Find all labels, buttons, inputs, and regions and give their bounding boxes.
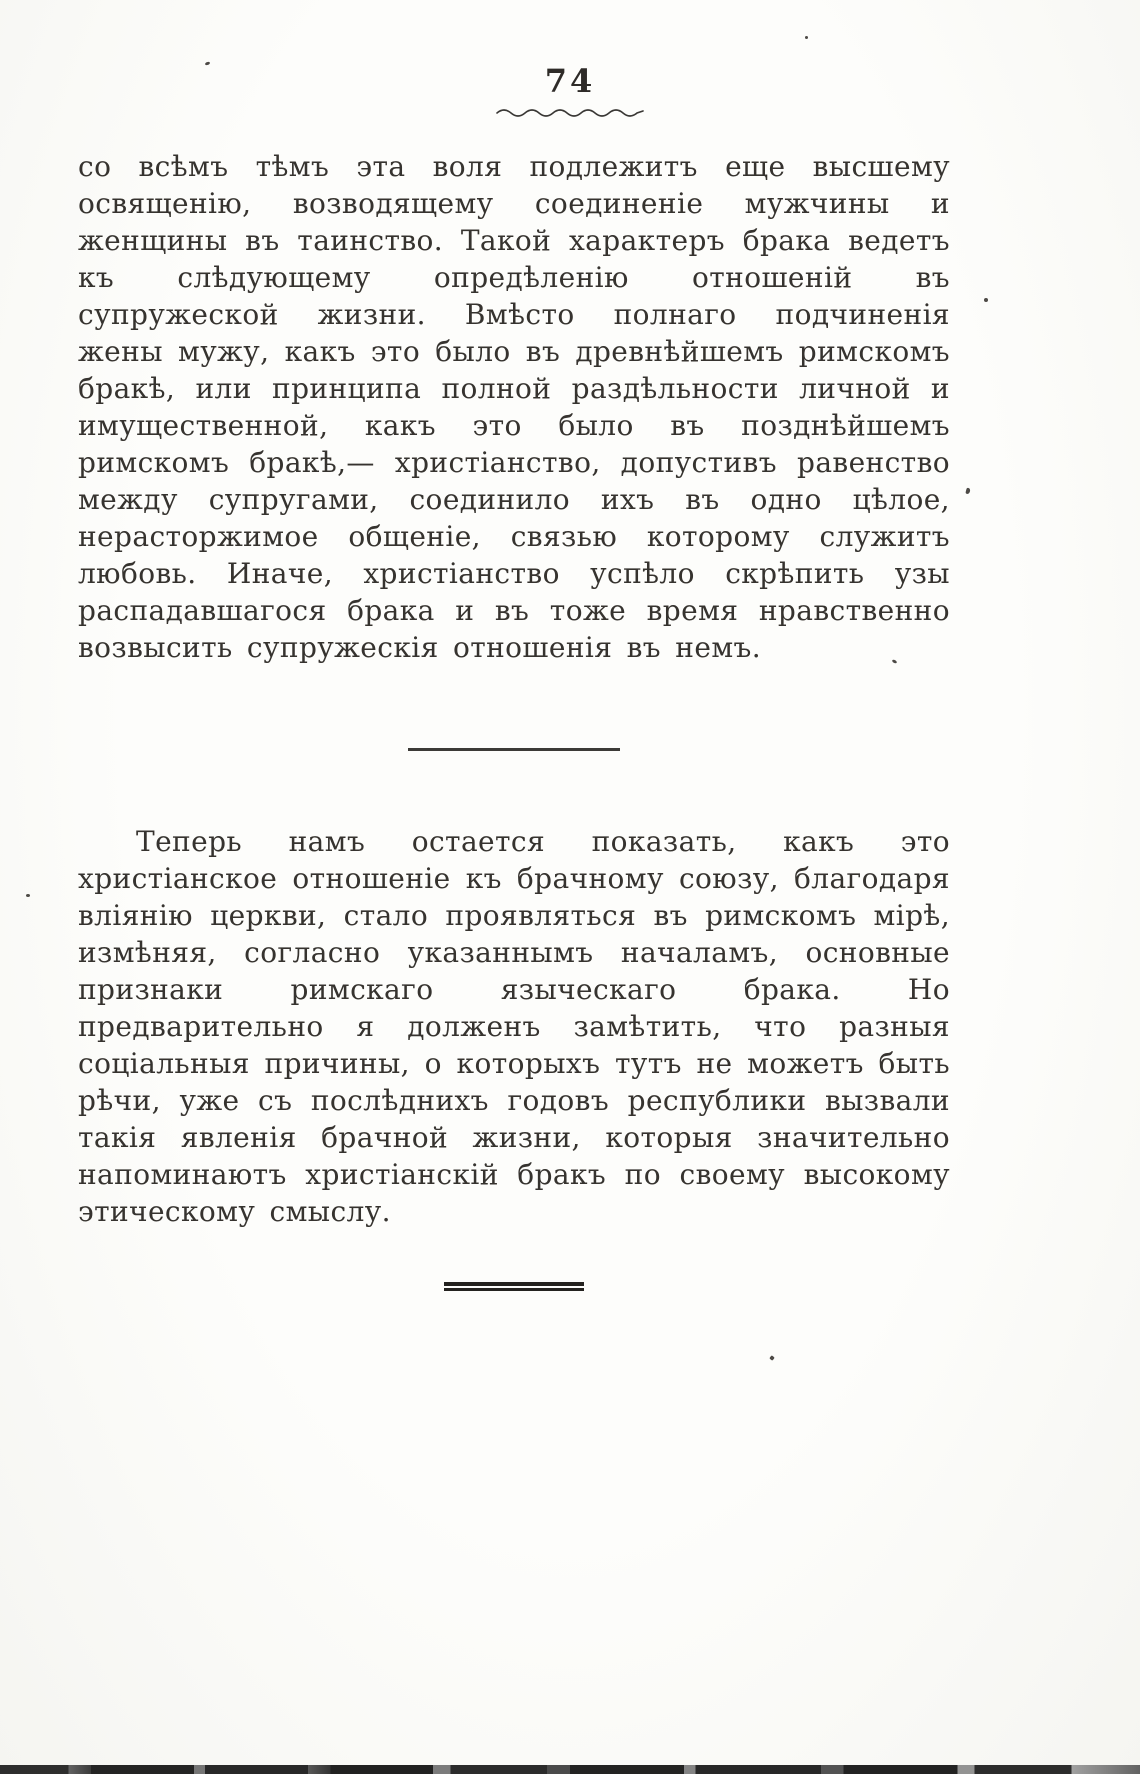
scan-speck bbox=[965, 488, 970, 495]
page-header bbox=[0, 62, 1140, 123]
scan-bottom-edge bbox=[0, 1765, 1140, 1774]
scan-speck bbox=[805, 36, 808, 39]
text-block bbox=[78, 148, 950, 1291]
scan-speck bbox=[769, 1355, 775, 1361]
scan-speck bbox=[984, 298, 988, 302]
section-divider-rule bbox=[408, 748, 620, 751]
page-number: 74 bbox=[544, 62, 596, 100]
paragraph-1: со всѣмъ тѣмъ эта воля подлежитъ еще высшему освященію, возводящему соединеніе мужчины и женщины въ таинство. Такой характеръ брака ведетъ къ слѣдующему опредѣленію отношеній въ супружеской жизни. Вмѣсто полнаго подчиненія жены мужу, какъ это было въ древнѣйшемъ римскомъ бракѣ, или принципа полной раздѣльности личной и имущественной, какъ это было въ позднѣйшемъ римскомъ бракѣ,— христіанство, допустивъ равенство между супругами, соединило ихъ въ одно цѣлое, нерасторжимое общеніе, связью которому служитъ любовь. Иначе, христіанство успѣло скрѣпить узы распадавшагося брака и въ тоже время нравственно возвысить супружескія отношенія въ немъ. bbox=[78, 150, 950, 664]
scan-speck bbox=[26, 894, 30, 897]
chapter-end-rule bbox=[444, 1282, 584, 1291]
paragraph-2: Теперь намъ остается показать, какъ это христіанское отношеніе къ брачному союзу, благодаря вліянію церкви, стало проявляться въ римскомъ мірѣ, измѣняя, согласно указаннымъ началамъ, основные признаки римскаго языческаго брака. Но предварительно я долженъ замѣтить, что разныя соціальныя причины, о которыхъ тутъ не можетъ быть рѣчи, уже съ послѣднихъ годовъ республики вызвали такія явленія брачной жизни, которыя значительно напоминаютъ христіанскій бракъ по своему высокому этическому смыслу. bbox=[78, 825, 950, 1228]
wavy-underline-icon bbox=[0, 104, 1140, 123]
